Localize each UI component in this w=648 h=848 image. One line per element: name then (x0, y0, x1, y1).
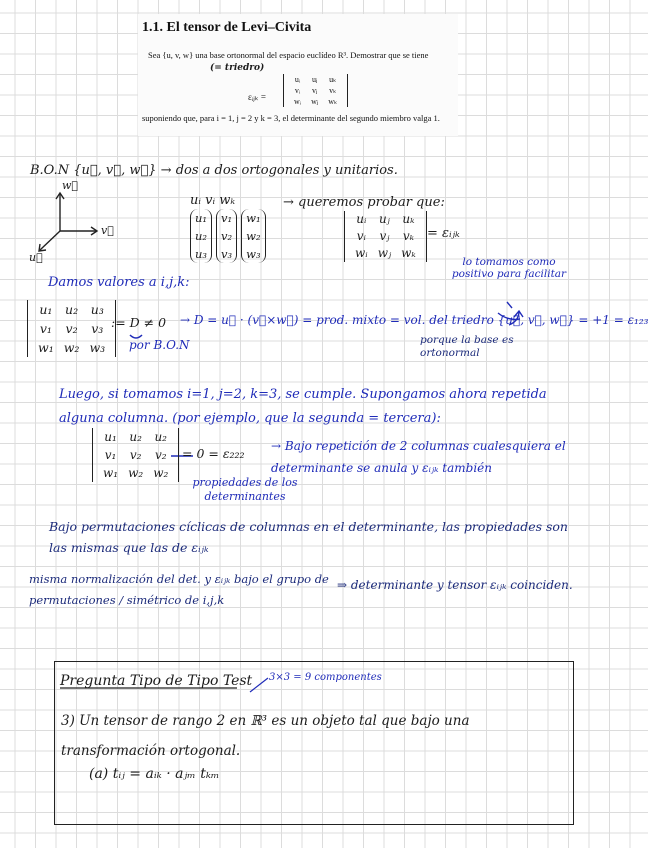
luego-text: Luego, si tomamos i=1, j=2, k=3, se cumple. Supongamos ahora repetida alguna columna. (por ejemplo, que la segunda = tercera): (59, 387, 547, 426)
axis-label-v: v⃗ (101, 224, 114, 237)
matrix-entry: w₂ (153, 466, 169, 480)
summary-right: ⇒ determinante y tensor εᵢⱼₖ coinciden. (337, 578, 573, 592)
porque-note: porque la base es ortonormal (420, 334, 514, 359)
quiz-box (54, 661, 574, 825)
target-matrix (344, 211, 427, 262)
matrix-entry: vⱼ (311, 86, 318, 95)
columns-label: uᵢ vᵢ wₖ (190, 193, 236, 208)
problem-statement: Sea {u, v, w} una base ortonormal del espacio euclídeo R³. Demostrar que se tiene (148, 50, 429, 60)
matrix-entry: uₖ (329, 75, 337, 84)
matrix-entry: wᵢ (355, 246, 368, 260)
propiedades-note: propiedades de los determinantes (192, 476, 298, 503)
column-vectors (188, 209, 268, 263)
determinant-eq: := D ≠ 0 (111, 315, 167, 330)
summary-left: misma normalización del det. y εᵢⱼₖ bajo el grupo de permutaciones / simétrico de i,j,k (29, 572, 329, 607)
target-rhs: = εᵢⱼₖ (427, 226, 460, 241)
bon-line: B.O.N {u⃗, v⃗, w⃗} → dos a dos ortogonales y unitarios. (30, 163, 398, 178)
matrix-lhs: εᵢⱼₖ = (248, 92, 266, 102)
axis-label-w: w⃗ (62, 179, 79, 192)
section-title: 1.1. El tensor de Levi–Civita (142, 20, 312, 35)
matrix-entry: v₂ (154, 448, 167, 462)
matrix-entry: w₁ (38, 340, 54, 355)
matrix-entry: u₁ (39, 302, 53, 317)
matrix-entry: vᵢ (294, 86, 301, 95)
repeat-matrix (92, 428, 179, 482)
matrix-entry: v₂ (65, 321, 78, 336)
repeat-eq: = 0 = ε₂₂₂ (182, 446, 245, 461)
matrix-entry: w₃ (89, 340, 106, 355)
determinant-chain: → D = u⃗ · (v⃗×w⃗) = prod. mixto = vol. del triedro {u⃗, v⃗, w⃗} = +1 = ε₁₂₃ (180, 313, 648, 327)
want-text: → queremos probar que: (283, 195, 445, 210)
quiz-title: Pregunta Tipo de Tipo Test (60, 673, 253, 689)
quiz-item-3: 3) Un tensor de rango 2 en ℝ³ es un objeto tal que bajo una transformación ortogonal. (61, 713, 470, 759)
column-vector: u₁ u₂ u₃ (190, 209, 212, 263)
repeat-note: → Bajo repetición de 2 columnas cualesquiera el determinante se anula y εᵢⱼₖ también (271, 439, 566, 475)
matrix-entry: v₂ (129, 448, 142, 462)
quiz-option-a: (a) tᵢⱼ = aᵢₖ · aⱼₘ tₖₘ (89, 766, 220, 782)
matrix-entry: wⱼ (377, 246, 392, 260)
triedro-annotation: (= triedro) (210, 63, 265, 73)
matrix-entry: vᵢ (356, 229, 366, 243)
matrix-entry: v₁ (39, 321, 52, 336)
problem-condition: suponiendo que, para i = 1, j = 2 y k = 3, el determinante del segundo miembro valga 1. (142, 113, 440, 123)
matrix-entry: uⱼ (378, 212, 390, 226)
matrix-entry: w₂ (128, 466, 144, 480)
column-vector: v₁ v₂ v₃ (216, 209, 237, 263)
column-vector: w₁ w₂ w₃ (241, 209, 265, 263)
permutation-text: Bajo permutaciones cíclicas de columnas en el determinante, las propiedades son las mismas que las de εᵢⱼₖ (49, 519, 568, 555)
matrix-entry: uᵢ (294, 75, 301, 84)
matrix-entry: w₁ (103, 466, 119, 480)
matrix-entry: wᵢ (294, 97, 302, 106)
take-values-text: Damos valores a i,j,k: (48, 275, 190, 290)
matrix-entry: vₖ (329, 86, 337, 95)
matrix-entry: uₖ (402, 212, 415, 226)
matrix-entry: v₃ (91, 321, 104, 336)
matrix-entry: u₂ (129, 430, 142, 444)
por-bon-note: por B.O.N (129, 338, 190, 352)
matrix-entry: u₂ (65, 302, 79, 317)
matrix-entry: wⱼ (311, 97, 319, 106)
matrix-entry: u₂ (154, 430, 167, 444)
components-note: 3×3 = 9 componentes (269, 672, 382, 683)
matrix-entry: wₖ (401, 246, 416, 260)
matrix-entry: uᵢ (356, 212, 367, 226)
matrix-entry: u₃ (90, 302, 104, 317)
matrix-entry: v₁ (104, 448, 117, 462)
determinant-matrix (27, 300, 116, 357)
matrix-entry: vⱼ (379, 229, 390, 243)
matrix-entry: u₁ (104, 430, 117, 444)
tomamos-note: lo tomamos como positivo para facilitar (451, 256, 567, 280)
matrix-entry: uⱼ (311, 75, 318, 84)
matrix-entry: w₂ (63, 340, 80, 355)
matrix-entry: wₖ (328, 97, 338, 106)
matrix-entry: vₖ (402, 229, 415, 243)
axis-label-u: u⃗ (29, 251, 43, 264)
